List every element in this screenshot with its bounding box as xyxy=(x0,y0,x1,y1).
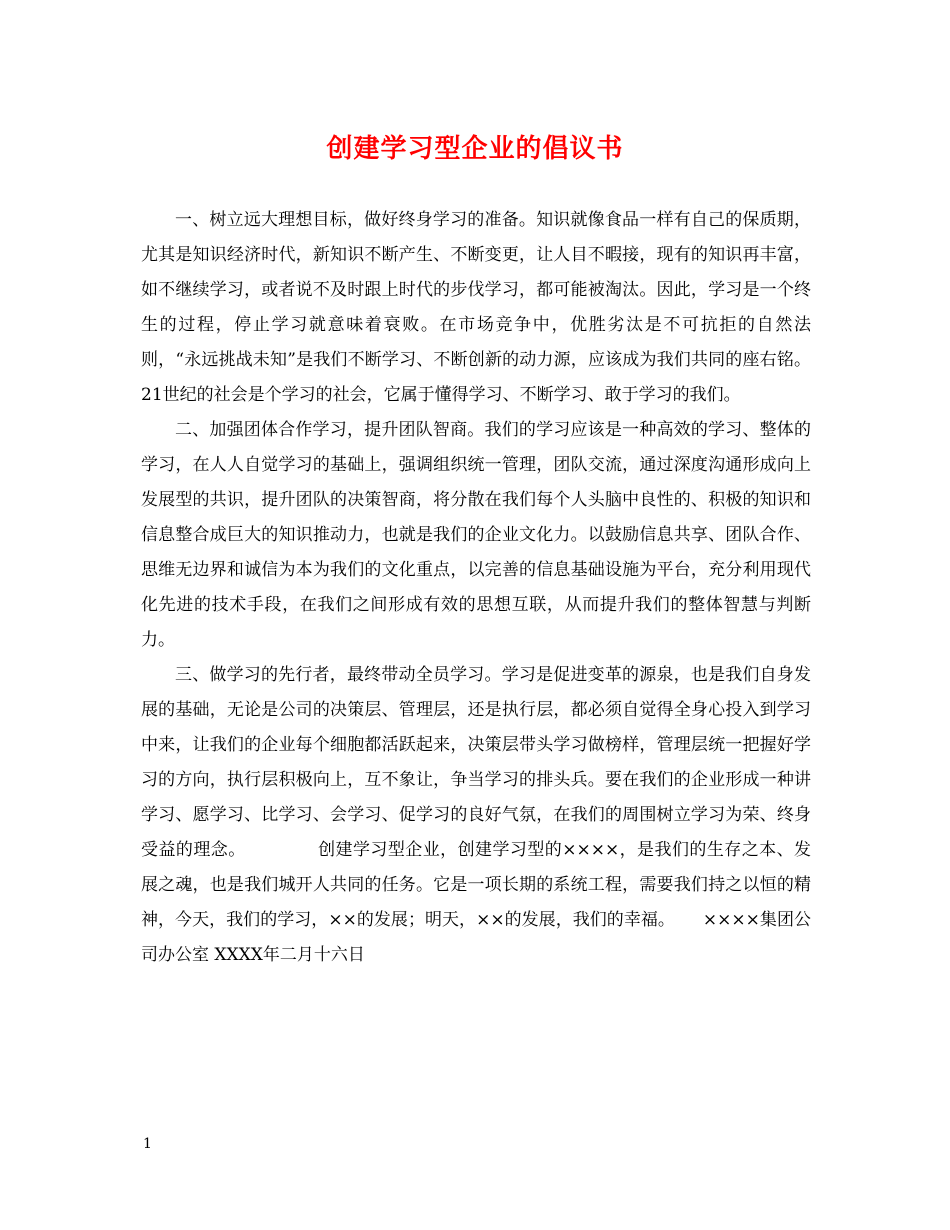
document-title: 创建学习型企业的倡议书 xyxy=(326,134,624,164)
paragraph-1: 一、树立远大理想目标，做好终身学习的准备。知识就像食品一样有自己的保质期，尤其是知识经济时代，新知识不断产生、不断变更，让人目不暇接，现有的知识再丰富，如不继续学习，或者说不及时跟上时代的步伐学习，都可能被淘汰。因此，学习是一个终生的过程，停止学习就意味着衰败。在市场竞争中，优胜劣汰是不可抗拒的自然法则，“永远挑战未知”是我们不断学习、不断创新的动力源，应该成为我们共同的座右铭。21世纪的社会是个学习的社会，它属于懂得学习、不断学习、敢于学习的我们。 xyxy=(141,210,811,405)
paragraph-3 xyxy=(141,658,811,973)
document-body xyxy=(141,203,811,973)
paragraph-3-part-2: 创建学习型企业，创建学习型的××××，是我们的生存之本、发展之魂，也是我们城开人共同的任务。它是一项长期的系统工程，需要我们持之以恒的精神，今天，我们的学习，××的发展；明天，××的发展，我们的幸福。 xyxy=(141,840,812,930)
paragraph-3-part-1: 三、做学习的先行者，最终带动全员学习。学习是促进变革的源泉，也是我们自身发展的基础，无论是公司的决策层、管理层，还是执行层，都必须自觉得全身心投入到学习中来，让我们的企业每个细胞都活跃起来，决策层带头学习做榜样，管理层统一把握好学习的方向，执行层积极向上，互不象让，争当学习的排头兵。要在我们的企业形成一种讲学习、愿学习、比学习、会学习、促学习的良好气氛，在我们的周围树立学习为荣、终身受益的理念。 xyxy=(141,665,811,860)
paragraph-2: 二、加强团体合作学习，提升团队智商。我们的学习应该是一种高效的学习、整体的学习，在人人自觉学习的基础上，强调组织统一管理，团队交流，通过深度沟通形成向上发展型的共识，提升团队的决策智商，将分散在我们每个人头脑中良性的、积极的知识和信息整合成巨大的知识推动力，也就是我们的企业文化力。以鼓励信息共享、团队合作、思维无边界和诚信为本为我们的文化重点，以完善的信息基础设施为平台，充分利用现代化先进的技术手段，在我们之间形成有效的思想互联，从而提升我们的整体智慧与判断力。 xyxy=(141,420,811,650)
signature-date: XXXX年二月十六日 xyxy=(214,945,365,965)
page-number: 1 xyxy=(143,1136,152,1152)
signature-office: ××××集团公司办公室 xyxy=(141,910,811,965)
